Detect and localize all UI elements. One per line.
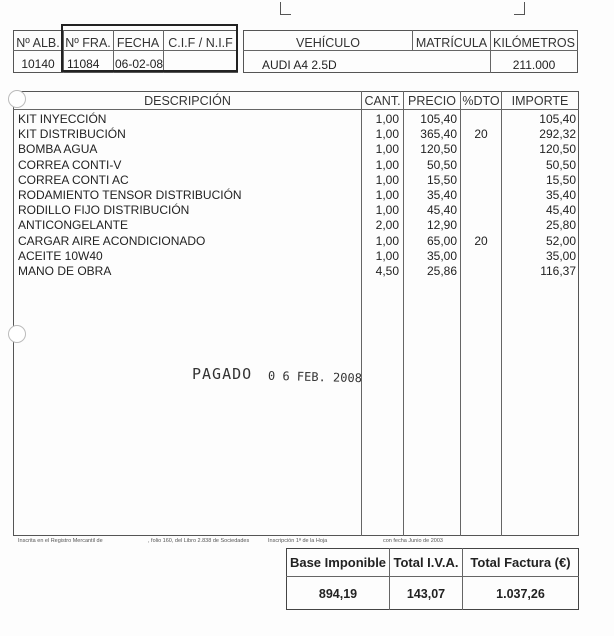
row-quantity: 2,00 — [375, 218, 399, 233]
row-price: 25,86 — [426, 264, 457, 278]
row-price: 120,50 — [420, 142, 457, 157]
row-quantity: 1,00 — [375, 248, 399, 263]
row-amount: 105,40 — [539, 112, 576, 126]
row-description: MANO DE OBRA — [18, 264, 112, 278]
row-price: 12,90 — [426, 218, 457, 233]
row-amount: 50,50 — [545, 157, 576, 172]
value-alb: 10140 — [21, 57, 55, 71]
total-factura-label: Total Factura (€) — [470, 555, 571, 570]
corner-mark-left — [280, 2, 291, 15]
col-fra: Nº FRA. — [65, 36, 111, 50]
row-price: 365,40 — [420, 127, 457, 142]
row-amount: 25,80 — [545, 218, 576, 233]
value-fecha: 06-02-08 — [115, 57, 164, 71]
row-price: 35,00 — [426, 248, 457, 263]
row-price: 50,50 — [426, 157, 457, 172]
col-alb: Nº ALB. — [16, 36, 60, 50]
row-quantity: 1,00 — [375, 188, 399, 202]
registry-text-d: con fecha Junio de 2003 — [383, 538, 443, 544]
total-iva-value: 143,07 — [406, 587, 446, 601]
row-description: RODAMIENTO TENSOR DISTRIBUCIÓN — [18, 188, 242, 202]
row-amount: 45,40 — [545, 203, 576, 218]
row-amount: 35,40 — [545, 188, 576, 202]
stamp-date: 0 6 FEB. 2008 — [267, 368, 363, 386]
row-discount: 20 — [474, 233, 488, 248]
col-matricula: MATRÍCULA — [415, 36, 488, 50]
punch-hole-middle — [8, 325, 26, 343]
row-description: BOMBA AGUA — [18, 142, 98, 157]
redacted-cif — [166, 53, 236, 70]
row-amount: 116,37 — [540, 264, 576, 278]
row-quantity: 1,00 — [375, 203, 399, 218]
value-fra: 11084 — [67, 57, 100, 71]
col-kilometros: KILÓMETROS — [493, 36, 575, 50]
col-importe: IMPORTE — [511, 94, 569, 108]
row-description: KIT DISTRIBUCIÓN — [18, 127, 126, 142]
corner-mark-right — [514, 2, 525, 15]
row-amount: 120,50 — [539, 142, 576, 157]
row-price: 35,40 — [426, 188, 457, 202]
row-price: 105,40 — [420, 112, 457, 126]
registry-text-b: , folio 160, del Libro 2.838 de Sociedades — [148, 538, 250, 544]
row-amount: 292,32 — [539, 127, 576, 142]
row-description: RODILLO FIJO DISTRIBUCIÓN — [18, 203, 190, 218]
row-quantity: 1,00 — [375, 233, 399, 248]
base-imponible-value: 894,19 — [318, 587, 358, 601]
row-quantity: 4,50 — [375, 264, 399, 278]
row-description: CARGAR AIRE ACONDICIONADO — [18, 233, 206, 248]
col-vehiculo: VEHÍCULO — [296, 36, 360, 50]
row-price: 15,50 — [426, 172, 457, 187]
row-quantity: 1,00 — [375, 127, 399, 142]
redacted-matricula — [345, 53, 485, 70]
row-description: CORREA CONTI-V — [18, 157, 122, 172]
col-dto: %DTO — [462, 94, 500, 108]
stamp-word: PAGADO — [192, 365, 253, 383]
col-precio: PRECIO — [408, 94, 456, 108]
row-amount: 35,00 — [545, 248, 576, 263]
row-description: ANTICONGELANTE — [18, 218, 129, 233]
total-iva-label: Total I.V.A. — [393, 555, 459, 570]
row-discount: 20 — [474, 127, 488, 142]
row-amount: 15,50 — [545, 172, 576, 187]
registry-text-a: Inscrita en el Registro Mercantil de — [18, 538, 103, 544]
col-fecha: FECHA — [116, 36, 160, 50]
col-cant: CANT. — [364, 94, 401, 108]
row-amount: 52,00 — [545, 233, 576, 248]
value-vehiculo: AUDI A4 2.5D — [262, 58, 337, 72]
row-price: 65,00 — [426, 233, 457, 248]
row-description: CORREA CONTI AC — [18, 172, 129, 187]
registry-text-c: Inscripción 1ª de la Hoja — [268, 538, 328, 544]
row-description: KIT INYECCIÓN — [18, 112, 107, 126]
row-quantity: 1,00 — [375, 142, 399, 157]
row-description: ACEITE 10W40 — [18, 248, 103, 263]
total-factura-value: 1.037,26 — [496, 587, 545, 601]
col-cif: C.I.F / N.I.F — [168, 36, 233, 50]
punch-hole-top — [8, 90, 26, 108]
value-kilometros: 211.000 — [512, 58, 556, 72]
base-imponible-label: Base Imponible — [289, 555, 387, 570]
row-quantity: 1,00 — [375, 172, 399, 187]
row-price: 45,40 — [426, 203, 457, 218]
col-descripcion: DESCRIPCIÓN — [144, 94, 231, 108]
row-quantity: 1,00 — [375, 157, 399, 172]
row-quantity: 1,00 — [375, 112, 399, 126]
